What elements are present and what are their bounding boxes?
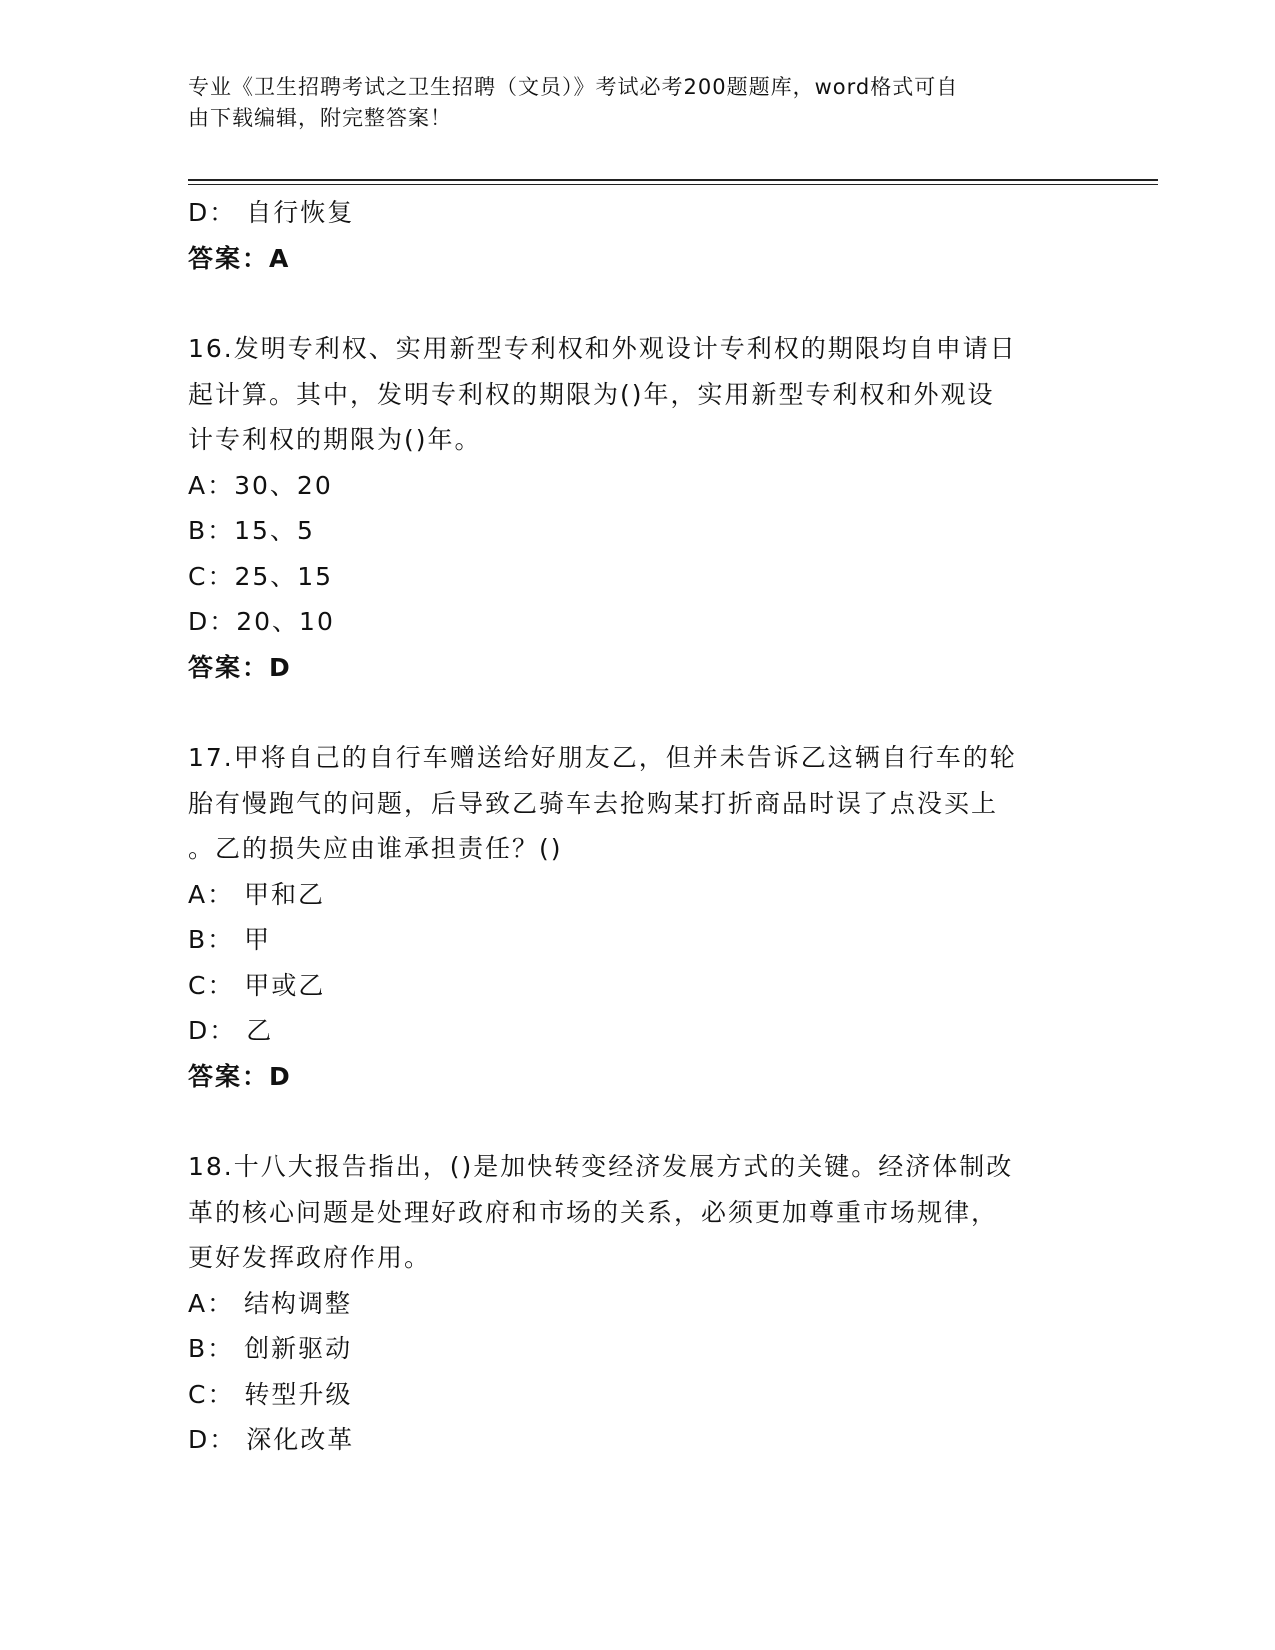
question-list — [188, 190, 1088, 1463]
option-d: D：20、10 — [188, 607, 335, 636]
question-18 — [188, 1144, 1088, 1463]
answer: 答案：D — [188, 652, 292, 682]
header-rule-thick — [188, 179, 1158, 181]
header-rule-thin — [188, 184, 1158, 185]
prev-answer: 答案：A — [188, 243, 291, 273]
spacer — [188, 1099, 1088, 1144]
question-16 — [188, 326, 1088, 690]
question-stem-line: 。乙的损失应由谁承担责任？() — [188, 834, 563, 863]
option-b: B：15、5 — [188, 516, 315, 545]
header-line-2: 由下载编辑，附完整答案！ — [188, 106, 452, 130]
option-b: B： 创新驱动 — [188, 1334, 353, 1363]
option-c: C：25、15 — [188, 561, 334, 591]
question-stem-line: 起计算。其中，发明专利权的期限为()年，实用新型专利权和外观设 — [188, 379, 995, 409]
option-c: C： 转型升级 — [188, 1379, 353, 1409]
option-a: A：30、20 — [188, 470, 333, 500]
option-b: B： 甲 — [188, 925, 272, 954]
answer: 答案：D — [188, 1061, 292, 1091]
question-stem-line: 胎有慢跑气的问题，后导致乙骑车去抢购某打折商品时误了点没买上 — [188, 788, 999, 818]
question-stem-line: 计专利权的期限为()年。 — [188, 425, 482, 454]
spacer — [188, 690, 1088, 735]
spacer — [188, 281, 1088, 326]
question-stem-line: 革的核心问题是处理好政府和市场的关系，必须更加尊重市场规律， — [188, 1197, 999, 1227]
question-stem-line: 16.发明专利权、实用新型专利权和外观设计专利权的期限均自申请日 — [188, 334, 1017, 363]
question-stem-line: 18.十八大报告指出，()是加快转变经济发展方式的关键。经济体制改 — [188, 1152, 1014, 1181]
prev-option-d: D： 自行恢复 — [188, 198, 355, 227]
header-line-1: 专业《卫生招聘考试之卫生招聘（文员）》考试必考200题题库，word格式可自 — [188, 75, 959, 99]
question-stem-line: 更好发挥政府作用。 — [188, 1243, 432, 1272]
document-header — [188, 72, 1068, 134]
option-a: A： 结构调整 — [188, 1288, 353, 1318]
option-c: C： 甲或乙 — [188, 970, 326, 1000]
question-stem-line: 17.甲将自己的自行车赠送给好朋友乙，但并未告诉乙这辆自行车的轮 — [188, 743, 1017, 772]
question-17 — [188, 735, 1088, 1099]
option-d: D： 乙 — [188, 1016, 274, 1045]
option-d: D： 深化改革 — [188, 1425, 355, 1454]
option-a: A： 甲和乙 — [188, 879, 326, 909]
